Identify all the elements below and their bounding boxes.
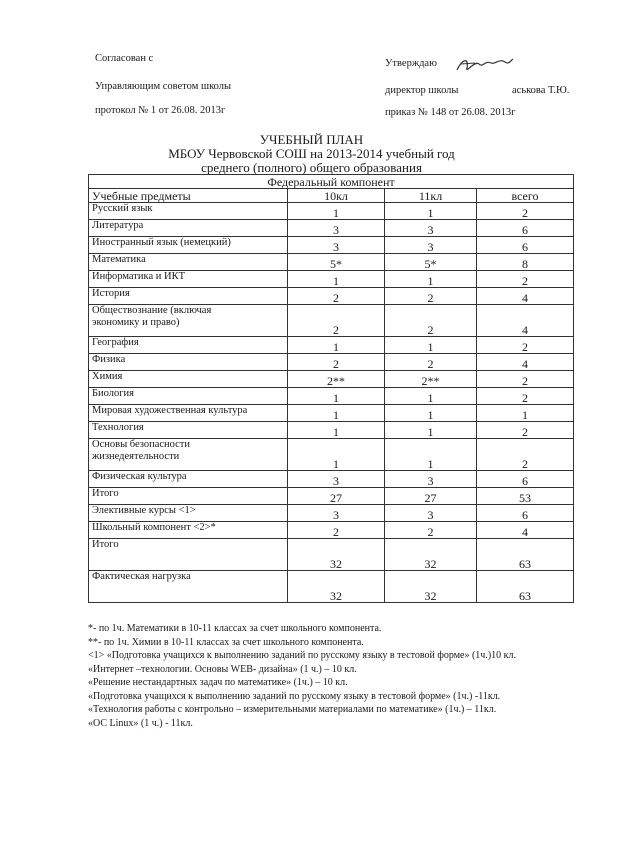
- grade-10-hours: 1: [288, 271, 385, 288]
- total-hours: 2: [477, 371, 574, 388]
- subject-cell: [89, 422, 288, 439]
- total-hours: 6: [477, 471, 574, 488]
- total-hours: 2: [477, 422, 574, 439]
- table-row: [89, 488, 574, 505]
- subject-name: Итого: [92, 539, 119, 550]
- grade-10-hours: 1: [288, 422, 385, 439]
- footnotes: [88, 622, 598, 730]
- approve-by-left: директор школы: [385, 85, 459, 96]
- table-row: [89, 220, 574, 237]
- grade-10-hours: 3: [288, 505, 385, 522]
- grade-10-hours: 32: [288, 539, 385, 571]
- subject-name: Физика: [92, 354, 126, 365]
- table-row: [89, 571, 574, 603]
- table-row: [89, 337, 574, 354]
- table-row: [89, 237, 574, 254]
- approve-title: Утверждаю: [385, 58, 437, 69]
- grade-10-hours: 3: [288, 237, 385, 254]
- plan-subtitle-level: среднего (полного) общего образования: [201, 160, 422, 175]
- subject-name: Технология: [92, 422, 144, 433]
- header-grade-10: 10кл: [288, 189, 385, 203]
- total-hours: 2: [477, 388, 574, 405]
- signature-image: [455, 54, 515, 76]
- total-hours: 4: [477, 354, 574, 371]
- agreed-protocol: протокол № 1 от 26.08. 2013г: [95, 105, 226, 116]
- subject-cell: [89, 237, 288, 254]
- approve-order: приказ № 148 от 26.08. 2013г: [385, 107, 516, 118]
- grade-10-hours: 1: [288, 388, 385, 405]
- agreed-by: Управляющим советом школы: [95, 81, 232, 92]
- subject-name: Русский язык: [92, 203, 153, 214]
- total-hours: 2: [477, 439, 574, 471]
- subject-cell: [89, 305, 288, 337]
- subject-name: Иностранный язык (немецкий): [92, 237, 231, 248]
- subject-cell: [89, 471, 288, 488]
- grade-10-hours: 1: [288, 203, 385, 220]
- table-row: [89, 439, 574, 471]
- grade-11-hours: 1: [385, 337, 477, 354]
- table-row: [89, 371, 574, 388]
- grade-10-hours: 32: [288, 571, 385, 603]
- grade-11-hours: 32: [385, 539, 477, 571]
- subject-name: Физическая культура: [92, 471, 187, 482]
- grade-11-hours: 2: [385, 354, 477, 371]
- subject-cell: [89, 488, 288, 505]
- table-row: [89, 354, 574, 371]
- total-hours: 2: [477, 337, 574, 354]
- grade-10-hours: 1: [288, 439, 385, 471]
- grade-11-hours: 1: [385, 203, 477, 220]
- grade-10-hours: 27: [288, 488, 385, 505]
- total-hours: 2: [477, 203, 574, 220]
- grade-11-hours: 2**: [385, 371, 477, 388]
- table-row: [89, 405, 574, 422]
- grade-11-hours: 3: [385, 237, 477, 254]
- grade-11-hours: 1: [385, 422, 477, 439]
- grade-11-hours: 2: [385, 305, 477, 337]
- header-total: всего: [477, 189, 574, 203]
- grade-10-hours: 1: [288, 337, 385, 354]
- grade-10-hours: 5*: [288, 254, 385, 271]
- footnote-line: *- по 1ч. Математики в 10-11 классах за счет школьного компонента.: [88, 623, 382, 634]
- subject-name: Литература: [92, 220, 144, 231]
- footnote-line: «Интернет –технологии. Основы WEB- дизайна» (1 ч.) – 10 кл.: [88, 663, 357, 675]
- grade-10-hours: 2: [288, 288, 385, 305]
- subject-name: Мировая художественная культура: [92, 405, 248, 416]
- footnote-line: «Решение нестандартных задач по математике» (1ч.) – 10 кл.: [88, 677, 348, 688]
- subject-cell: [89, 522, 288, 539]
- federal-component-label: Федеральный компонент: [89, 175, 574, 189]
- grade-10-hours: 2**: [288, 371, 385, 388]
- subject-name: Математика: [92, 254, 146, 265]
- grade-11-hours: 1: [385, 388, 477, 405]
- subject-name: География: [92, 337, 139, 348]
- total-hours: 6: [477, 220, 574, 237]
- footnote-line: <1> «Подготовка учащихся к выполнению заданий по русскому языку в тестовой форме» (1ч.)10 кл.: [88, 650, 517, 661]
- subject-name: Обществознание (включая: [92, 305, 212, 316]
- total-hours: 4: [477, 522, 574, 539]
- grade-11-hours: 3: [385, 220, 477, 237]
- table-row: [89, 288, 574, 305]
- subject-name: История: [92, 288, 130, 299]
- approve-by-right: аськова Т.Ю.: [512, 85, 570, 96]
- subject-name: Информатика и ИКТ: [92, 271, 185, 282]
- table-row: [89, 254, 574, 271]
- grade-11-hours: 1: [385, 439, 477, 471]
- total-hours: 1: [477, 405, 574, 422]
- grade-11-hours: 32: [385, 571, 477, 603]
- subject-name: Химия: [92, 371, 123, 382]
- total-hours: 2: [477, 271, 574, 288]
- table-row: [89, 203, 574, 220]
- table-row: [89, 539, 574, 571]
- subject-name-continued: жизнедеятельности: [92, 451, 180, 462]
- table-row: [89, 471, 574, 488]
- grade-11-hours: 1: [385, 271, 477, 288]
- subject-name: Школьный компонент <2>*: [92, 522, 216, 533]
- table-row: [89, 522, 574, 539]
- subject-cell: [89, 539, 288, 571]
- total-hours: 6: [477, 237, 574, 254]
- grade-11-hours: 2: [385, 288, 477, 305]
- grade-10-hours: 3: [288, 471, 385, 488]
- subject-cell: [89, 220, 288, 237]
- footnote-line: «Подготовка учащихся к выполнению заданий по русскому языку в тестовой форме» (1ч.) -11кл.: [88, 690, 501, 702]
- agreed-title: Согласован с: [95, 53, 154, 64]
- total-hours: 63: [477, 571, 574, 603]
- footnote-line: **- по 1ч. Химии в 10-11 классах за счет школьного компонента.: [88, 636, 364, 648]
- grade-10-hours: 1: [288, 405, 385, 422]
- grade-11-hours: 1: [385, 405, 477, 422]
- curriculum-table: [88, 174, 574, 603]
- total-hours: 6: [477, 505, 574, 522]
- total-hours: 63: [477, 539, 574, 571]
- grade-11-hours: 27: [385, 488, 477, 505]
- subject-cell: [89, 371, 288, 388]
- subject-name: Элективные курсы <1>: [92, 505, 196, 516]
- header-grade-11: 11кл: [385, 189, 477, 203]
- subject-cell: [89, 337, 288, 354]
- footnote-line: «ОС Linux» (1 ч.) - 11кл.: [88, 717, 193, 729]
- grade-10-hours: 2: [288, 354, 385, 371]
- subject-name-continued: экономику и право): [92, 317, 180, 328]
- subject-cell: [89, 271, 288, 288]
- grade-10-hours: 2: [288, 305, 385, 337]
- total-hours: 53: [477, 488, 574, 505]
- total-hours: 4: [477, 305, 574, 337]
- grade-11-hours: 3: [385, 505, 477, 522]
- subject-cell: [89, 354, 288, 371]
- subject-name: Итого: [92, 488, 119, 499]
- subject-name: Основы безопасности: [92, 439, 191, 450]
- subject-cell: [89, 505, 288, 522]
- grade-10-hours: 3: [288, 220, 385, 237]
- table-row: [89, 505, 574, 522]
- subject-cell: [89, 254, 288, 271]
- total-hours: 4: [477, 288, 574, 305]
- table-row: [89, 271, 574, 288]
- total-hours: 8: [477, 254, 574, 271]
- table-row: [89, 388, 574, 405]
- subject-name: Фактическая нагрузка: [92, 571, 191, 582]
- subject-cell: [89, 288, 288, 305]
- grade-10-hours: 2: [288, 522, 385, 539]
- table-row: [89, 305, 574, 337]
- plan-subtitle: МБОУ Червовской СОШ на 2013-2014 учебный год: [168, 146, 455, 161]
- header-subject: Учебные предметы: [89, 189, 288, 203]
- grade-11-hours: 2: [385, 522, 477, 539]
- subject-cell: [89, 203, 288, 220]
- grade-11-hours: 3: [385, 471, 477, 488]
- subject-cell: [89, 388, 288, 405]
- footnote-line: «Технология работы с контрольно – измерительными материалами по математике» (1ч.) – 11кл.: [88, 704, 497, 715]
- plan-title: УЧЕБНЫЙ ПЛАН: [259, 132, 364, 147]
- subject-cell: [89, 571, 288, 603]
- table-row: [89, 422, 574, 439]
- subject-cell: [89, 439, 288, 471]
- grade-11-hours: 5*: [385, 254, 477, 271]
- subject-name: Биология: [92, 388, 135, 399]
- subject-cell: [89, 405, 288, 422]
